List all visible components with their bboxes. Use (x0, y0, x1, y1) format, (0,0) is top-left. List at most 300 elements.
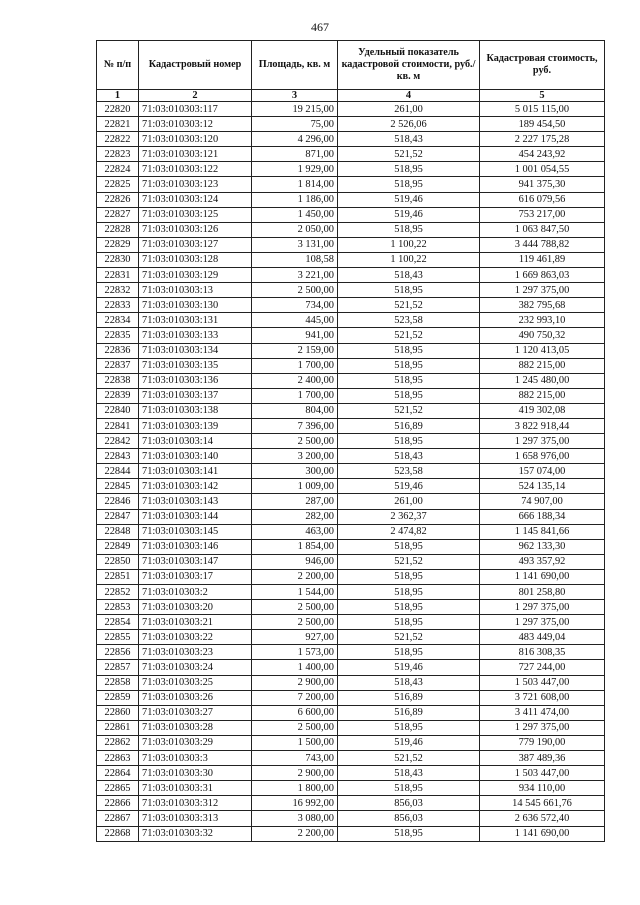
area-cell: 7 396,00 (252, 418, 338, 433)
row-number-cell: 22841 (97, 418, 139, 433)
cadastral-cost-cell: 189 454,50 (480, 117, 605, 132)
cadastral-number-cell: 71:03:010303:12 (139, 117, 252, 132)
specific-rate-cell: 518,43 (338, 132, 480, 147)
cadastral-cost-cell: 1 669 863,03 (480, 268, 605, 283)
cadastral-number-cell: 71:03:010303:2 (139, 585, 252, 600)
area-cell: 1 450,00 (252, 207, 338, 222)
specific-rate-cell: 519,46 (338, 479, 480, 494)
area-cell: 2 500,00 (252, 720, 338, 735)
table-row (97, 781, 605, 796)
cadastral-number-cell: 71:03:010303:313 (139, 811, 252, 826)
area-cell: 2 200,00 (252, 569, 338, 584)
cadastral-number-cell: 71:03:010303:28 (139, 720, 252, 735)
cadastral-cost-cell: 1 658 976,00 (480, 449, 605, 464)
row-number-cell: 22848 (97, 524, 139, 539)
specific-rate-cell: 856,03 (338, 796, 480, 811)
table-row (97, 192, 605, 207)
cadastral-number-cell: 71:03:010303:3 (139, 751, 252, 766)
row-number-cell: 22864 (97, 766, 139, 781)
area-cell: 1 814,00 (252, 177, 338, 192)
specific-rate-cell: 519,46 (338, 207, 480, 222)
specific-rate-cell: 518,43 (338, 766, 480, 781)
table-row (97, 600, 605, 615)
specific-rate-cell: 1 100,22 (338, 252, 480, 267)
area-cell: 1 009,00 (252, 479, 338, 494)
area-cell: 2 500,00 (252, 434, 338, 449)
cadastral-cost-cell: 454 243,92 (480, 147, 605, 162)
cadastral-cost-cell: 941 375,30 (480, 177, 605, 192)
row-number-cell: 22847 (97, 509, 139, 524)
specific-rate-cell: 518,95 (338, 720, 480, 735)
area-cell: 946,00 (252, 554, 338, 569)
specific-rate-cell: 518,43 (338, 268, 480, 283)
cadastral-cost-cell: 387 489,36 (480, 751, 605, 766)
specific-rate-cell: 521,52 (338, 751, 480, 766)
cadastral-number-cell: 71:03:010303:22 (139, 630, 252, 645)
cadastral-number-cell: 71:03:010303:144 (139, 509, 252, 524)
cadastral-number-cell: 71:03:010303:135 (139, 358, 252, 373)
table-row (97, 343, 605, 358)
row-number-cell: 22839 (97, 388, 139, 403)
cadastral-number-cell: 71:03:010303:32 (139, 826, 252, 841)
row-number-cell: 22861 (97, 720, 139, 735)
cadastral-cost-cell: 1 297 375,00 (480, 615, 605, 630)
row-number-cell: 22867 (97, 811, 139, 826)
row-number-cell: 22845 (97, 479, 139, 494)
row-number-cell: 22860 (97, 705, 139, 720)
specific-rate-cell: 516,89 (338, 705, 480, 720)
specific-rate-cell: 518,95 (338, 358, 480, 373)
table-header (97, 41, 605, 102)
cadastral-cost-cell: 934 110,00 (480, 781, 605, 796)
specific-rate-cell: 521,52 (338, 147, 480, 162)
table-row (97, 569, 605, 584)
cadastral-number-cell: 71:03:010303:17 (139, 569, 252, 584)
cadastral-cost-cell: 801 258,80 (480, 585, 605, 600)
cadastral-number-cell: 71:03:010303:140 (139, 449, 252, 464)
cadastral-cost-cell: 1 297 375,00 (480, 720, 605, 735)
table-row (97, 524, 605, 539)
row-number-cell: 22854 (97, 615, 139, 630)
cadastral-number-cell: 71:03:010303:136 (139, 373, 252, 388)
specific-rate-cell: 2 474,82 (338, 524, 480, 539)
area-cell: 1 544,00 (252, 585, 338, 600)
cadastral-cost-cell: 119 461,89 (480, 252, 605, 267)
cadastral-number-cell: 71:03:010303:24 (139, 660, 252, 675)
row-number-cell: 22823 (97, 147, 139, 162)
area-cell: 300,00 (252, 464, 338, 479)
cadastral-number-cell: 71:03:010303:129 (139, 268, 252, 283)
row-number-cell: 22844 (97, 464, 139, 479)
cadastral-number-cell: 71:03:010303:141 (139, 464, 252, 479)
row-number-cell: 22825 (97, 177, 139, 192)
row-number-cell: 22843 (97, 449, 139, 464)
cadastral-number-cell: 71:03:010303:126 (139, 222, 252, 237)
table-row (97, 811, 605, 826)
cadastral-number-cell: 71:03:010303:23 (139, 645, 252, 660)
area-cell: 282,00 (252, 509, 338, 524)
table-row (97, 735, 605, 750)
cadastral-cost-cell: 962 133,30 (480, 539, 605, 554)
cadastral-number-cell: 71:03:010303:131 (139, 313, 252, 328)
cadastral-number-cell: 71:03:010303:130 (139, 298, 252, 313)
cadastral-cost-cell: 1 297 375,00 (480, 600, 605, 615)
area-cell: 7 200,00 (252, 690, 338, 705)
table-row (97, 373, 605, 388)
row-number-cell: 22821 (97, 117, 139, 132)
specific-rate-cell: 518,95 (338, 600, 480, 615)
specific-rate-cell: 518,95 (338, 569, 480, 584)
specific-rate-cell: 518,43 (338, 675, 480, 690)
row-number-cell: 22868 (97, 826, 139, 841)
cadastral-cost-cell: 483 449,04 (480, 630, 605, 645)
area-cell: 3 131,00 (252, 237, 338, 252)
cadastral-cost-cell: 3 411 474,00 (480, 705, 605, 720)
cadastral-number-cell: 71:03:010303:31 (139, 781, 252, 796)
cadastral-number-cell: 71:03:010303:121 (139, 147, 252, 162)
specific-rate-cell: 519,46 (338, 192, 480, 207)
cadastral-cost-cell: 3 721 608,00 (480, 690, 605, 705)
area-cell: 1 400,00 (252, 660, 338, 675)
cadastral-cost-cell: 2 636 572,40 (480, 811, 605, 826)
row-number-cell: 22834 (97, 313, 139, 328)
cadastral-number-cell: 71:03:010303:139 (139, 418, 252, 433)
page-number: 467 (311, 20, 329, 34)
table-row (97, 237, 605, 252)
area-cell: 734,00 (252, 298, 338, 313)
header-row (97, 41, 605, 90)
cadastral-cost-cell: 157 074,00 (480, 464, 605, 479)
specific-rate-cell: 518,95 (338, 781, 480, 796)
area-cell: 2 500,00 (252, 600, 338, 615)
specific-rate-cell: 521,52 (338, 630, 480, 645)
table-row (97, 720, 605, 735)
table-row (97, 162, 605, 177)
cadastral-number-cell: 71:03:010303:27 (139, 705, 252, 720)
column-number-row (97, 90, 605, 102)
area-cell: 871,00 (252, 147, 338, 162)
table-row (97, 222, 605, 237)
cadastral-cost-cell: 524 135,14 (480, 479, 605, 494)
row-number-cell: 22832 (97, 283, 139, 298)
table-row (97, 418, 605, 433)
table-row (97, 132, 605, 147)
row-number-cell: 22857 (97, 660, 139, 675)
cadastral-number-cell: 71:03:010303:20 (139, 600, 252, 615)
cadastral-cost-cell: 493 357,92 (480, 554, 605, 569)
specific-rate-cell: 518,95 (338, 388, 480, 403)
cadastral-cost-cell: 3 822 918,44 (480, 418, 605, 433)
row-number-cell: 22853 (97, 600, 139, 615)
area-cell: 2 050,00 (252, 222, 338, 237)
row-number-cell: 22831 (97, 268, 139, 283)
area-cell: 2 900,00 (252, 675, 338, 690)
specific-rate-cell: 521,52 (338, 298, 480, 313)
table-row (97, 207, 605, 222)
row-number-cell: 22850 (97, 554, 139, 569)
specific-rate-cell: 2 526,06 (338, 117, 480, 132)
cadastral-cost-cell: 1 245 480,00 (480, 373, 605, 388)
area-cell: 2 400,00 (252, 373, 338, 388)
area-cell: 287,00 (252, 494, 338, 509)
table-row (97, 479, 605, 494)
table-row (97, 388, 605, 403)
cadastral-number-cell: 71:03:010303:13 (139, 283, 252, 298)
specific-rate-cell: 518,95 (338, 585, 480, 600)
row-number-cell: 22863 (97, 751, 139, 766)
specific-rate-cell: 261,00 (338, 494, 480, 509)
header-num: № п/п (97, 41, 139, 90)
cadastral-number-cell: 71:03:010303:125 (139, 207, 252, 222)
cadastral-cost-cell: 5 015 115,00 (480, 102, 605, 117)
cadastral-number-cell: 71:03:010303:117 (139, 102, 252, 117)
row-number-cell: 22830 (97, 252, 139, 267)
cadastral-number-cell: 71:03:010303:145 (139, 524, 252, 539)
specific-rate-cell: 1 100,22 (338, 237, 480, 252)
area-cell: 1 500,00 (252, 735, 338, 750)
header-specific-rate: Удельный показатель кадастровой стоимости, руб./кв. м (338, 41, 480, 90)
specific-rate-cell: 518,95 (338, 177, 480, 192)
table-row (97, 449, 605, 464)
table-row (97, 796, 605, 811)
specific-rate-cell: 523,58 (338, 313, 480, 328)
cadastral-number-cell: 71:03:010303:133 (139, 328, 252, 343)
area-cell: 1 186,00 (252, 192, 338, 207)
specific-rate-cell: 518,95 (338, 373, 480, 388)
cadastral-number-cell: 71:03:010303:143 (139, 494, 252, 509)
table-body (97, 102, 605, 842)
cadastral-number-cell: 71:03:010303:147 (139, 554, 252, 569)
specific-rate-cell: 519,46 (338, 735, 480, 750)
header-area: Площадь, кв. м (252, 41, 338, 90)
row-number-cell: 22835 (97, 328, 139, 343)
row-number-cell: 22820 (97, 102, 139, 117)
specific-rate-cell: 518,95 (338, 283, 480, 298)
table-row (97, 464, 605, 479)
table-row (97, 313, 605, 328)
cadastral-cost-cell: 1 297 375,00 (480, 283, 605, 298)
cadastral-number-cell: 71:03:010303:312 (139, 796, 252, 811)
cadastral-cost-cell: 1 001 054,55 (480, 162, 605, 177)
table-row (97, 298, 605, 313)
area-cell: 2 200,00 (252, 826, 338, 841)
area-cell: 2 900,00 (252, 766, 338, 781)
cadastral-cost-cell: 490 750,32 (480, 328, 605, 343)
row-number-cell: 22833 (97, 298, 139, 313)
specific-rate-cell: 518,95 (338, 539, 480, 554)
cadastral-number-cell: 71:03:010303:124 (139, 192, 252, 207)
row-number-cell: 22824 (97, 162, 139, 177)
cadastral-cost-cell: 1 120 413,05 (480, 343, 605, 358)
cadastral-cost-cell: 74 907,00 (480, 494, 605, 509)
area-cell: 927,00 (252, 630, 338, 645)
specific-rate-cell: 518,95 (338, 343, 480, 358)
cadastral-cost-cell: 1 063 847,50 (480, 222, 605, 237)
row-number-cell: 22849 (97, 539, 139, 554)
table-row (97, 826, 605, 841)
row-number-cell: 22852 (97, 585, 139, 600)
table-row (97, 177, 605, 192)
table-row (97, 102, 605, 117)
table-row (97, 675, 605, 690)
column-number: 2 (139, 90, 252, 102)
cadastral-cost-cell: 753 217,00 (480, 207, 605, 222)
table-row (97, 117, 605, 132)
area-cell: 3 080,00 (252, 811, 338, 826)
area-cell: 743,00 (252, 751, 338, 766)
specific-rate-cell: 518,95 (338, 645, 480, 660)
cadastral-cost-cell: 382 795,68 (480, 298, 605, 313)
cadastral-number-cell: 71:03:010303:122 (139, 162, 252, 177)
specific-rate-cell: 523,58 (338, 464, 480, 479)
cadastral-number-cell: 71:03:010303:30 (139, 766, 252, 781)
specific-rate-cell: 516,89 (338, 690, 480, 705)
cadastral-cost-cell: 816 308,35 (480, 645, 605, 660)
cadastral-cost-cell: 779 190,00 (480, 735, 605, 750)
table-row (97, 494, 605, 509)
row-number-cell: 22837 (97, 358, 139, 373)
cadastral-cost-cell: 2 227 175,28 (480, 132, 605, 147)
cadastral-cost-cell: 727 244,00 (480, 660, 605, 675)
area-cell: 1 573,00 (252, 645, 338, 660)
table-row (97, 615, 605, 630)
cadastral-number-cell: 71:03:010303:29 (139, 735, 252, 750)
row-number-cell: 22838 (97, 373, 139, 388)
table-row (97, 252, 605, 267)
table-row (97, 268, 605, 283)
cadastral-cost-cell: 1 141 690,00 (480, 826, 605, 841)
area-cell: 2 500,00 (252, 615, 338, 630)
cadastral-number-cell: 71:03:010303:21 (139, 615, 252, 630)
cadastral-number-cell: 71:03:010303:14 (139, 434, 252, 449)
cadastral-cost-cell: 14 545 661,76 (480, 796, 605, 811)
cadastral-cost-cell: 3 444 788,82 (480, 237, 605, 252)
row-number-cell: 22836 (97, 343, 139, 358)
area-cell: 2 500,00 (252, 283, 338, 298)
table-row (97, 403, 605, 418)
area-cell: 6 600,00 (252, 705, 338, 720)
cadastral-cost-cell: 1 297 375,00 (480, 434, 605, 449)
cadastral-cost-cell: 882 215,00 (480, 358, 605, 373)
cadastral-number-cell: 71:03:010303:138 (139, 403, 252, 418)
table-row (97, 328, 605, 343)
specific-rate-cell: 518,95 (338, 222, 480, 237)
row-number-cell: 22822 (97, 132, 139, 147)
cadastral-number-cell: 71:03:010303:134 (139, 343, 252, 358)
cadastral-cost-cell: 419 302,08 (480, 403, 605, 418)
table-row (97, 690, 605, 705)
area-cell: 3 221,00 (252, 268, 338, 283)
specific-rate-cell: 521,52 (338, 554, 480, 569)
cadastral-cost-cell: 882 215,00 (480, 388, 605, 403)
table-row (97, 539, 605, 554)
table-row (97, 645, 605, 660)
specific-rate-cell: 518,95 (338, 162, 480, 177)
area-cell: 108,58 (252, 252, 338, 267)
area-cell: 1 700,00 (252, 358, 338, 373)
area-cell: 445,00 (252, 313, 338, 328)
row-number-cell: 22840 (97, 403, 139, 418)
area-cell: 804,00 (252, 403, 338, 418)
cadastral-value-table (96, 40, 605, 842)
row-number-cell: 22865 (97, 781, 139, 796)
cadastral-cost-cell: 1 145 841,66 (480, 524, 605, 539)
row-number-cell: 22859 (97, 690, 139, 705)
area-cell: 941,00 (252, 328, 338, 343)
table-row (97, 705, 605, 720)
row-number-cell: 22846 (97, 494, 139, 509)
column-number: 1 (97, 90, 139, 102)
row-number-cell: 22858 (97, 675, 139, 690)
table-row (97, 660, 605, 675)
specific-rate-cell: 516,89 (338, 418, 480, 433)
row-number-cell: 22842 (97, 434, 139, 449)
row-number-cell: 22829 (97, 237, 139, 252)
column-number: 5 (480, 90, 605, 102)
area-cell: 1 800,00 (252, 781, 338, 796)
specific-rate-cell: 521,52 (338, 403, 480, 418)
cadastral-number-cell: 71:03:010303:142 (139, 479, 252, 494)
row-number-cell: 22828 (97, 222, 139, 237)
column-number: 3 (252, 90, 338, 102)
specific-rate-cell: 2 362,37 (338, 509, 480, 524)
area-cell: 2 159,00 (252, 343, 338, 358)
area-cell: 3 200,00 (252, 449, 338, 464)
table-row (97, 147, 605, 162)
area-cell: 463,00 (252, 524, 338, 539)
cadastral-number-cell: 71:03:010303:123 (139, 177, 252, 192)
table-row (97, 434, 605, 449)
row-number-cell: 22856 (97, 645, 139, 660)
area-cell: 4 296,00 (252, 132, 338, 147)
row-number-cell: 22855 (97, 630, 139, 645)
cadastral-cost-cell: 232 993,10 (480, 313, 605, 328)
specific-rate-cell: 856,03 (338, 811, 480, 826)
area-cell: 16 992,00 (252, 796, 338, 811)
table-row (97, 751, 605, 766)
specific-rate-cell: 518,43 (338, 449, 480, 464)
specific-rate-cell: 261,00 (338, 102, 480, 117)
area-cell: 1 854,00 (252, 539, 338, 554)
cadastral-cost-cell: 1 503 447,00 (480, 675, 605, 690)
cadastral-number-cell: 71:03:010303:137 (139, 388, 252, 403)
cadastral-cost-cell: 1 503 447,00 (480, 766, 605, 781)
cadastral-number-cell: 71:03:010303:25 (139, 675, 252, 690)
cadastral-number-cell: 71:03:010303:128 (139, 252, 252, 267)
cadastral-number-cell: 71:03:010303:127 (139, 237, 252, 252)
cadastral-number-cell: 71:03:010303:26 (139, 690, 252, 705)
area-cell: 1 700,00 (252, 388, 338, 403)
cadastral-cost-cell: 1 141 690,00 (480, 569, 605, 584)
table-row (97, 358, 605, 373)
specific-rate-cell: 521,52 (338, 328, 480, 343)
row-number-cell: 22866 (97, 796, 139, 811)
column-number: 4 (338, 90, 480, 102)
table-row (97, 509, 605, 524)
table-row (97, 766, 605, 781)
row-number-cell: 22826 (97, 192, 139, 207)
table-row (97, 283, 605, 298)
table-row (97, 585, 605, 600)
area-cell: 75,00 (252, 117, 338, 132)
cadastral-number-cell: 71:03:010303:120 (139, 132, 252, 147)
row-number-cell: 22851 (97, 569, 139, 584)
specific-rate-cell: 518,95 (338, 826, 480, 841)
header-cadastral-cost: Кадастровая стоимость, руб. (480, 41, 605, 90)
table-row (97, 630, 605, 645)
row-number-cell: 22827 (97, 207, 139, 222)
cadastral-cost-cell: 666 188,34 (480, 509, 605, 524)
